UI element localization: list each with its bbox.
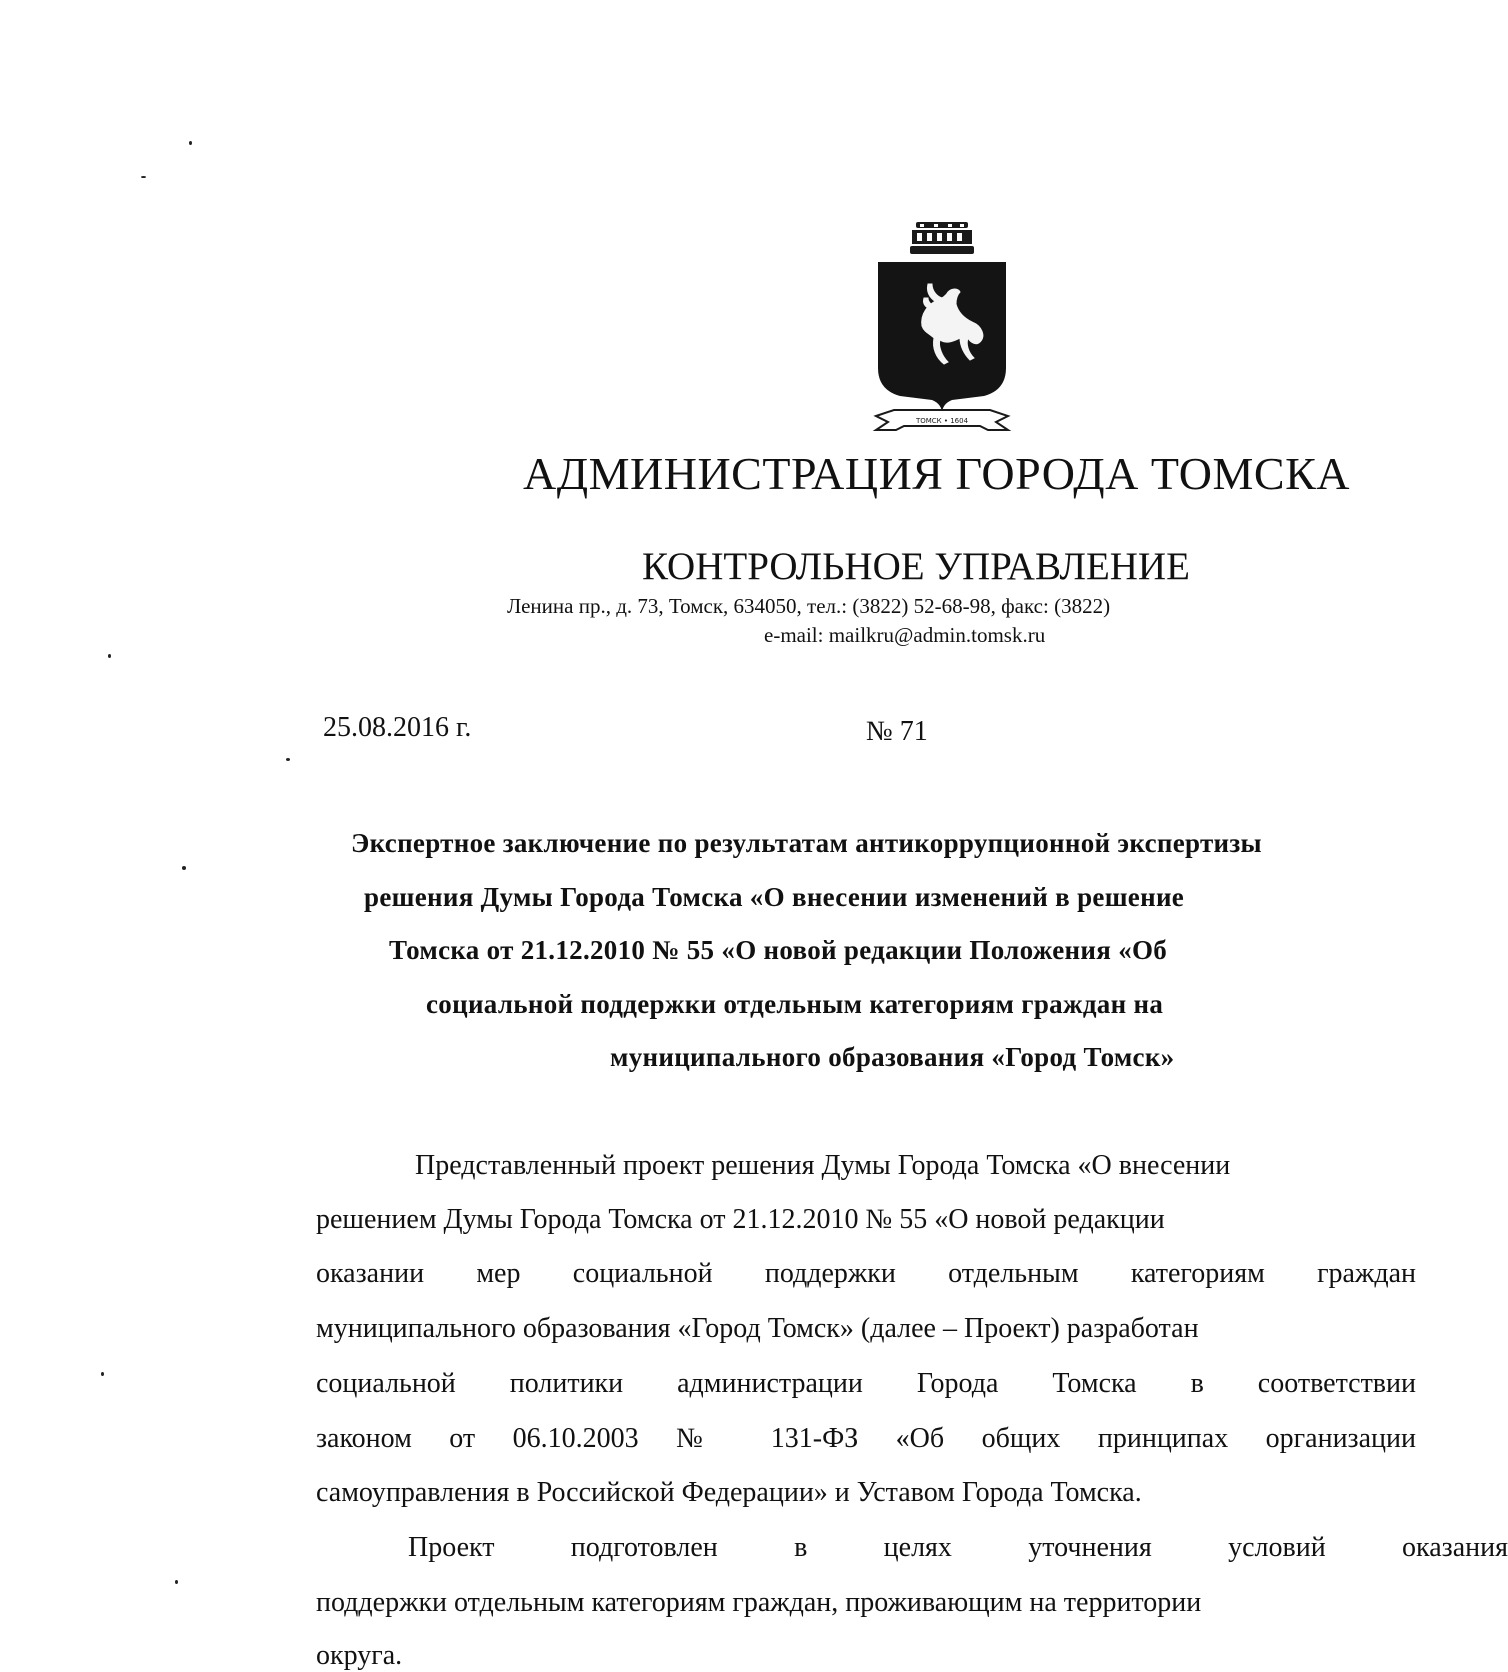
body-line: Проект подготовлен в целях уточнения условий оказания — [408, 1532, 1508, 1563]
body-line: округа. — [316, 1640, 403, 1671]
scan-speck — [286, 758, 290, 761]
tomsk-coat-of-arms-icon — [872, 218, 1012, 443]
body-line: поддержки отдельным категориям граждан, проживающим на территории — [316, 1587, 1202, 1618]
body-line: оказании мер социальной поддержки отдельным категориям граждан — [316, 1258, 1416, 1289]
title-line: муниципального образования «Город Томск» — [610, 1042, 1175, 1072]
scan-speck — [189, 141, 192, 145]
organization-title: АДМИНИСТРАЦИЯ ГОРОДА ТОМСКА — [523, 448, 1351, 499]
scan-speck — [182, 866, 186, 870]
title-line: Экспертное заключение по результатам антикоррупционной экспертизы — [351, 828, 1262, 858]
body-line: решением Думы Города Томска от 21.12.2010 № 55 «О новой редакции — [316, 1204, 1165, 1235]
email-line: e-mail: mailkru@admin.tomsk.ru — [764, 623, 1046, 647]
body-line: муниципального образования «Город Томск» (далее – Проект) разработан — [316, 1313, 1199, 1344]
scan-speck — [141, 176, 146, 178]
body-line: Представленный проект решения Думы Города Томска «О внесении — [415, 1150, 1231, 1181]
body-line: самоуправления в Российской Федерации» и Уставом Города Томска. — [316, 1477, 1142, 1508]
document-date: 25.08.2016 г. — [323, 712, 472, 743]
title-line: Томска от 21.12.2010 № 55 «О новой редакции Положения «Об — [389, 935, 1168, 965]
document-number: № 71 — [866, 716, 928, 747]
title-line: социальной поддержки отдельным категориям граждан на — [426, 989, 1164, 1019]
body-line: законом от 06.10.2003 № 131-ФЗ «Об общих принципах организации — [316, 1423, 1416, 1454]
department-title: КОНТРОЛЬНОЕ УПРАВЛЕНИЕ — [642, 545, 1190, 588]
title-line: решения Думы Города Томска «О внесении изменений в решение — [364, 882, 1185, 912]
emblem-ribbon-text: ТОМСК • 1604 — [915, 417, 969, 425]
scan-speck — [175, 1580, 178, 1584]
body-line: социальной политики администрации Города Томска в соответствии — [316, 1368, 1416, 1399]
scan-speck — [108, 654, 111, 658]
scan-speck — [101, 1372, 104, 1376]
address-line: Ленина пр., д. 73, Томск, 634050, тел.: (3822) 52-68-98, факс: (3822) — [507, 594, 1111, 618]
